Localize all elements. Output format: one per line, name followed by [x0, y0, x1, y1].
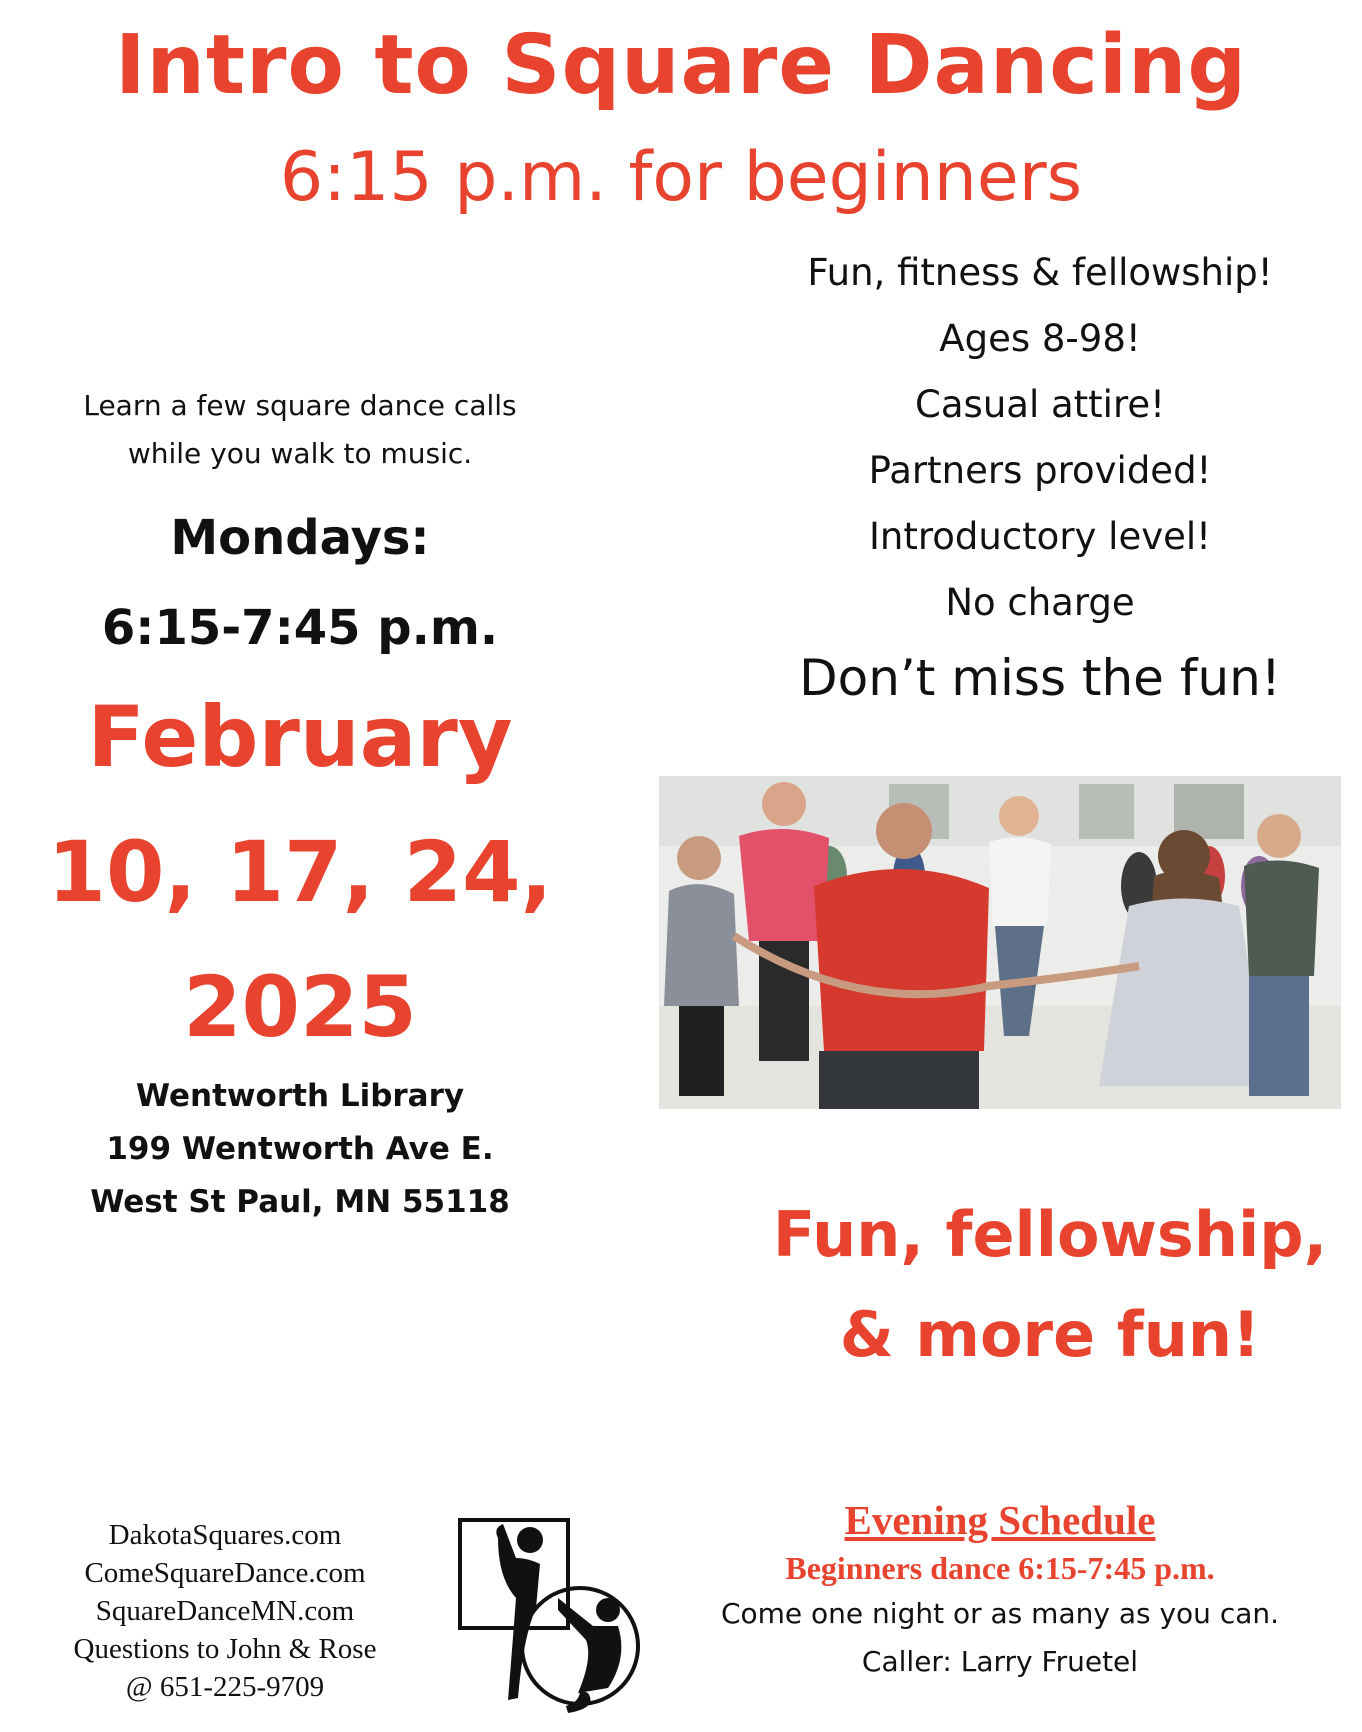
perk-item: Partners provided!	[868, 449, 1212, 492]
perk-item: No charge	[945, 581, 1135, 624]
dates-list: 10, 17, 24,	[47, 823, 553, 921]
venue-name: Wentworth Library	[135, 1078, 465, 1114]
schedule-heading: Evening Schedule	[844, 1497, 1156, 1543]
phone-number: @ 651-225-9709	[125, 1671, 325, 1703]
location-address	[40, 1070, 560, 1229]
page-title: Intro to Square Dancing	[114, 18, 1248, 113]
fun-tagline	[770, 1185, 1330, 1385]
square-dance-logo-icon	[458, 1518, 643, 1718]
intro-line: Learn a few square dance calls	[83, 389, 517, 422]
fun-tagline-line: Fun, fellowship,	[772, 1198, 1328, 1271]
beginners-time: Beginners dance 6:15-7:45 p.m.	[785, 1550, 1215, 1586]
intro-text	[40, 382, 560, 478]
session-time: 6:15-7:45 p.m.	[101, 600, 499, 656]
month-label: February	[87, 688, 513, 786]
attendance-note: Come one night or as many as you can.	[720, 1597, 1280, 1630]
website-link[interactable]: ComeSquareDance.com	[84, 1557, 366, 1589]
evening-schedule	[690, 1494, 1310, 1686]
caller-name: Caller: Larry Fruetel	[861, 1645, 1139, 1678]
website-link[interactable]: SquareDanceMN.com	[95, 1595, 355, 1627]
fun-tagline-line: & more fun!	[839, 1298, 1261, 1371]
intro-line: while you walk to music.	[127, 437, 473, 470]
perks-list	[770, 240, 1310, 718]
website-link[interactable]: DakotaSquares.com	[108, 1519, 342, 1551]
page-subtitle: 6:15 p.m. for beginners	[279, 138, 1083, 217]
contact-info	[40, 1516, 410, 1706]
perks-tagline: Don’t miss the fun!	[799, 649, 1281, 707]
city-state-zip: West St Paul, MN 55118	[90, 1184, 510, 1220]
perk-item: Introductory level!	[868, 515, 1211, 558]
year-label: 2025	[183, 958, 417, 1056]
questions-contact: Questions to John & Rose	[73, 1633, 377, 1665]
weekday-block	[40, 493, 560, 673]
perk-item: Fun, fitness & fellowship!	[807, 251, 1273, 294]
dancers-photo	[659, 776, 1341, 1109]
perk-item: Ages 8-98!	[939, 317, 1141, 360]
street-address: 199 Wentworth Ave E.	[106, 1131, 494, 1167]
perk-item: Casual attire!	[915, 383, 1165, 426]
dates-block	[20, 670, 580, 1075]
weekday-label: Mondays:	[170, 510, 430, 566]
dancers-photo-illustration	[659, 776, 1341, 1109]
